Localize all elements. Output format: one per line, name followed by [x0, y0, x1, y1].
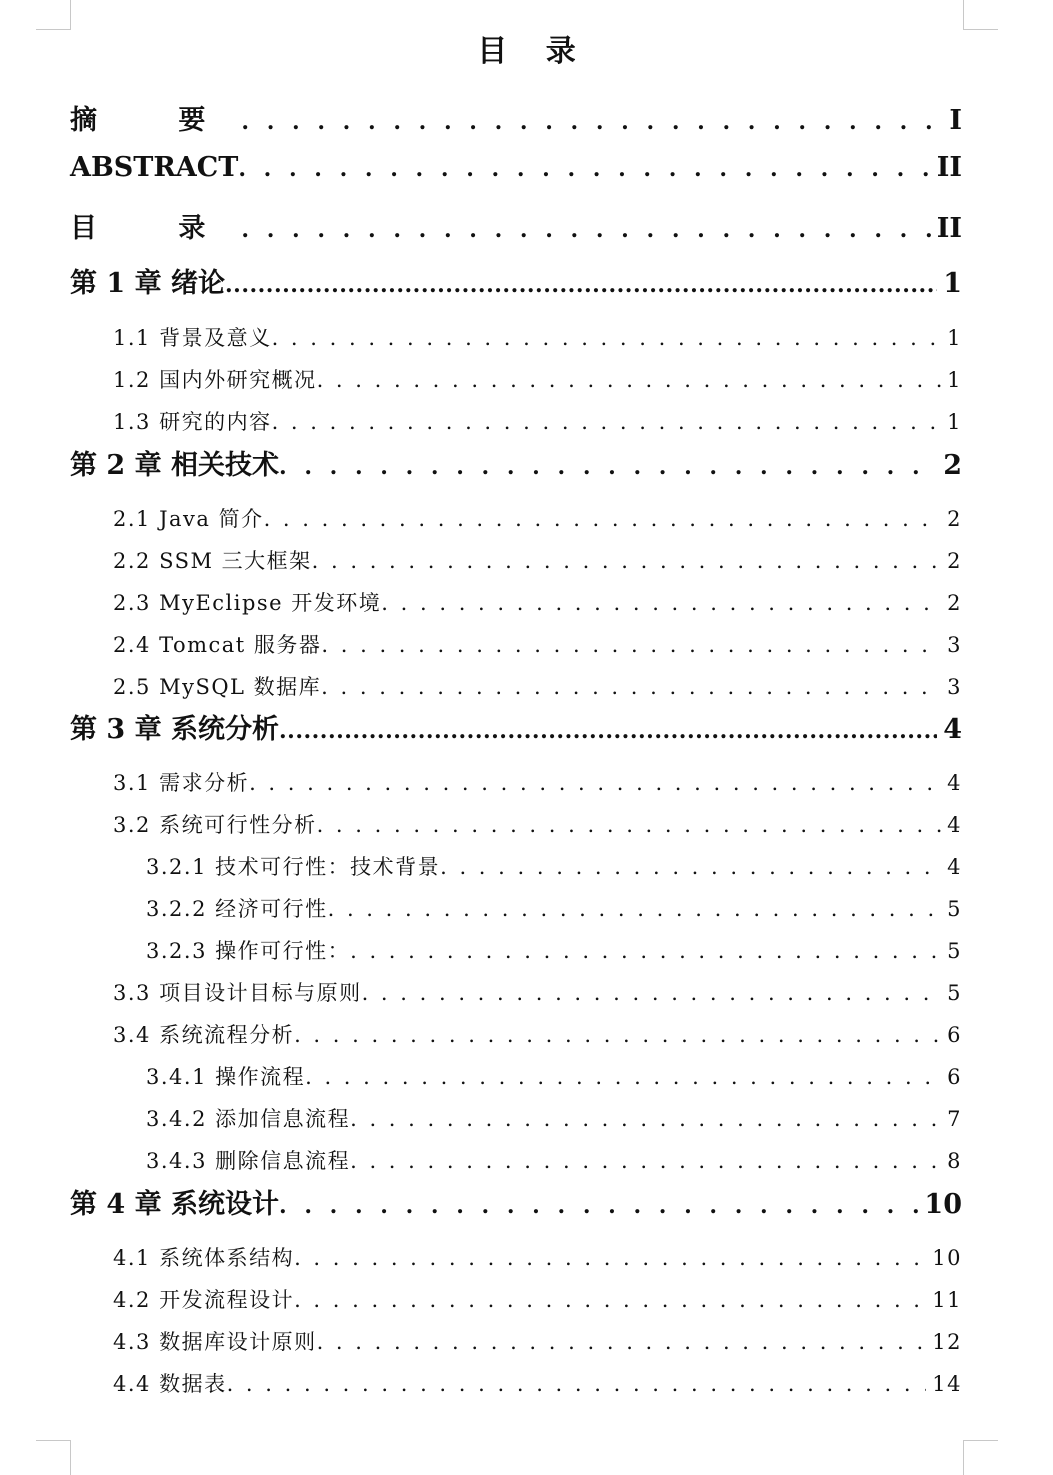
toc-entry-title: 2.2 SSM 三大框架	[113, 549, 312, 573]
toc-leader	[279, 718, 937, 744]
toc-entry-subsection[interactable]	[146, 851, 962, 881]
toc-entry-title: 3.1 需求分析	[113, 771, 250, 795]
toc-page-number: 12	[932, 1330, 962, 1354]
toc-leader	[241, 217, 930, 243]
toc-entry-title: 第 3 章 系统分析	[70, 714, 279, 745]
toc-entry-title: 4.4 数据表	[113, 1372, 227, 1396]
toc-page-number: 1	[947, 326, 962, 350]
crop-mark-bottom-left	[36, 1440, 71, 1475]
toc-leader	[317, 368, 942, 392]
toc-page-number: 2	[947, 591, 962, 615]
toc-entry-subsection[interactable]	[146, 1061, 962, 1091]
toc-entry-title: 3.2.1 技术可行性：技术背景	[146, 855, 441, 879]
toc-entry-title: 4.2 开发流程设计	[113, 1288, 295, 1312]
toc-page-number: 6	[947, 1065, 962, 1089]
toc-entry-title: 2.1 Java 简介	[113, 507, 264, 531]
toc-entry-section[interactable]	[113, 809, 962, 839]
toc-page-number: 11	[932, 1288, 962, 1312]
toc-entry-title: 2.5 MySQL 数据库	[113, 675, 322, 699]
toc-entry-abstract-cn[interactable]	[70, 98, 962, 137]
toc-page-number: 6	[947, 1023, 962, 1047]
toc-entry-title: 3.2.3 操作可行性：	[146, 939, 351, 963]
toc-entry-section[interactable]	[113, 545, 962, 575]
toc-page-number: 8	[947, 1149, 962, 1173]
toc-entry-title: 2.3 MyEclipse 开发环境	[113, 591, 382, 615]
toc-entry-subsection[interactable]	[146, 1103, 962, 1133]
toc-entry-title: 第 2 章 相关技术	[70, 450, 279, 481]
toc-entry-title: 3.4 系统流程分析	[113, 1023, 295, 1047]
toc-entry-subsection[interactable]	[146, 1145, 962, 1175]
toc-entry-title: 3.3 项目设计目标与原则	[113, 981, 362, 1005]
toc-entry-title: 摘 要	[70, 105, 242, 136]
toc-leader	[328, 897, 942, 921]
toc-leader	[294, 1023, 941, 1047]
toc-entry-section[interactable]	[113, 587, 962, 617]
toc-leader	[272, 326, 942, 350]
toc-page-number: 5	[947, 939, 962, 963]
toc-entry-title: 目 录	[70, 213, 242, 244]
toc-entry-section[interactable]	[113, 322, 962, 352]
toc-leader	[264, 507, 942, 531]
toc-entry-section[interactable]	[113, 977, 962, 1007]
toc-leader	[440, 855, 941, 879]
toc-entry-title: ABSTRACT	[70, 152, 239, 183]
toc-entry-section[interactable]	[113, 1242, 962, 1272]
toc-entry-title: 第 1 章 绪论	[70, 268, 225, 299]
toc-page-number: I	[949, 105, 962, 136]
toc-leader	[317, 813, 942, 837]
toc-entry-abstract-en[interactable]	[70, 152, 962, 183]
toc-page-number: 4	[947, 855, 962, 879]
toc-leader	[279, 1193, 918, 1219]
toc-entry-chapter-1[interactable]	[70, 261, 962, 300]
toc-leader	[321, 633, 941, 657]
toc-entry-section[interactable]	[113, 1326, 962, 1356]
toc-page-number: 2	[947, 549, 962, 573]
toc-entry-chapter-3[interactable]	[70, 707, 962, 746]
toc-page-number: 4	[947, 813, 962, 837]
toc-entry-title: 4.3 数据库设计原则	[113, 1330, 317, 1354]
toc-leader	[294, 1288, 926, 1312]
toc-entry-chapter-4[interactable]	[70, 1182, 962, 1221]
toc-leader	[249, 771, 941, 795]
toc-entry-title: 1.2 国内外研究概况	[113, 368, 317, 392]
toc-entry-title: 4.1 系统体系结构	[113, 1246, 295, 1270]
toc-page-number: II	[936, 213, 962, 244]
toc-leader	[350, 1149, 941, 1173]
toc-entry-section[interactable]	[113, 767, 962, 797]
toc-page-number: 10	[924, 1189, 962, 1220]
toc-page-number: 14	[932, 1372, 962, 1396]
toc-leader	[312, 549, 941, 573]
toc-leader	[294, 1246, 926, 1270]
toc-leader	[241, 109, 943, 135]
toc-page-number: 1	[943, 268, 962, 299]
toc-entry-title: 3.4.1 操作流程	[146, 1065, 306, 1089]
toc-entry-title: 3.2 系统可行性分析	[113, 813, 317, 837]
toc-leader	[238, 156, 930, 182]
toc-entry-title: 1.3 研究的内容	[113, 410, 272, 434]
toc-leader	[305, 1065, 941, 1089]
page-title: 目 录	[477, 34, 590, 69]
toc-leader	[350, 939, 941, 963]
toc-page-number: 2	[947, 507, 962, 531]
toc-entry-subsection[interactable]	[146, 935, 962, 965]
toc-entry-section[interactable]	[113, 629, 962, 659]
toc-entry-subsection[interactable]	[146, 893, 962, 923]
toc-entry-section[interactable]	[113, 1019, 962, 1049]
toc-page-number: 2	[943, 450, 962, 481]
toc-leader	[350, 1107, 941, 1131]
toc-leader	[362, 981, 942, 1005]
toc-page-number: II	[936, 152, 962, 183]
toc-entry-contents[interactable]	[70, 206, 962, 245]
toc-page-number: 3	[947, 675, 962, 699]
toc-page-number: 4	[943, 714, 962, 745]
toc-entry-section[interactable]	[113, 1368, 962, 1398]
toc-page-number: 3	[947, 633, 962, 657]
toc-entry-section[interactable]	[113, 1284, 962, 1314]
toc-entry-section[interactable]	[113, 364, 962, 394]
toc-entry-section[interactable]	[113, 503, 962, 533]
toc-entry-title: 3.2.2 经济可行性	[146, 897, 328, 921]
toc-entry-section[interactable]	[113, 406, 962, 436]
toc-entry-title: 3.4.2 添加信息流程	[146, 1107, 351, 1131]
toc-entry-chapter-2[interactable]	[70, 443, 962, 482]
toc-page-number: 7	[947, 1107, 962, 1131]
toc-page-number: 1	[947, 368, 962, 392]
toc-entry-title: 1.1 背景及意义	[113, 326, 272, 350]
toc-entry-title: 3.4.3 删除信息流程	[146, 1149, 351, 1173]
toc-leader	[227, 1372, 927, 1396]
toc-entry-section[interactable]	[113, 671, 962, 701]
toc-page-number: 5	[947, 897, 962, 921]
toc-leader	[317, 1330, 927, 1354]
toc-leader	[279, 454, 937, 480]
toc-page-number: 1	[947, 410, 962, 434]
toc-page-number: 10	[932, 1246, 962, 1270]
toc-leader	[321, 675, 941, 699]
toc-leader	[272, 410, 942, 434]
toc-page-number: 5	[947, 981, 962, 1005]
toc-leader	[381, 591, 941, 615]
crop-mark-bottom-right	[963, 1440, 998, 1475]
toc-page-number: 4	[947, 771, 962, 795]
toc-entry-title: 第 4 章 系统设计	[70, 1189, 279, 1220]
toc-entry-title: 2.4 Tomcat 服务器	[113, 633, 322, 657]
toc-leader	[225, 272, 937, 298]
